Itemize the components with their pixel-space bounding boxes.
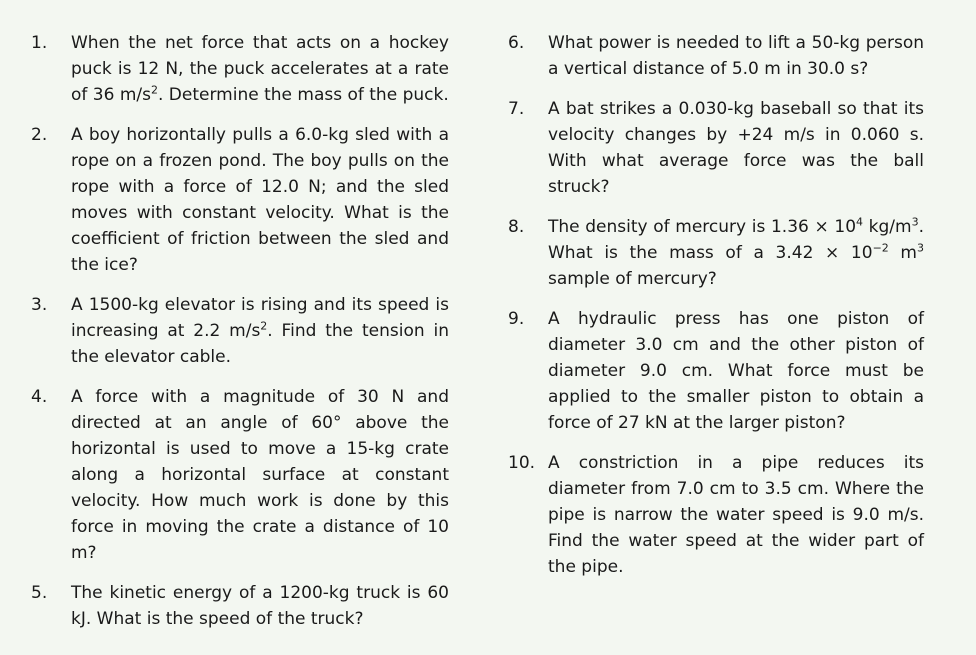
question-6 (508, 30, 924, 82)
question-text: A 1500-kg elevator is rising and its speed is increasing at 2.2 $m/s^2$. Find the tension in the elevator cable. (71, 295, 449, 367)
question-9 (508, 306, 924, 436)
question-number: 5. (31, 583, 48, 603)
question-2 (31, 122, 449, 278)
question-7 (508, 96, 924, 200)
question-1 (31, 30, 449, 108)
question-text: A force with a magnitude of 30 N and directed at an angle of 60° above the horizontal is used to move a 15-kg crate along a horizontal surface at constant velocity. How much work is done by this force in moving the crate a distance of 10 m? (71, 387, 449, 563)
question-text: When the net force that acts on a hockey puck is 12 N, the puck accelerates at a rate of 36 $m/s^2$. Determine the mass of the puck. (71, 33, 449, 105)
question-number: 10. (508, 453, 536, 473)
question-text: The density of mercury is $1.36 \times 10^4$ $kg/m^3$. What is the mass of a $3.42 \times 10^{-2}$ $m^3$ sample of mercury? (548, 215, 924, 289)
question-number: 7. (508, 99, 525, 119)
question-number: 6. (508, 33, 525, 53)
question-10 (508, 450, 924, 580)
question-text: A bat strikes a 0.030-kg baseball so that its velocity changes by +24 m/s in 0.060 s. With what average force was the ball struck? (548, 99, 924, 197)
question-8 (508, 214, 924, 292)
question-5 (31, 580, 449, 632)
question-text: A hydraulic press has one piston of diameter 3.0 cm and the other piston of diameter 9.0 cm. What force must be applied to the smaller piston to obtain a force of 27 kN at the larger piston? (548, 309, 924, 433)
question-number: 9. (508, 309, 525, 329)
question-number: 4. (31, 387, 48, 407)
question-text: What power is needed to lift a 50-kg person a vertical distance of 5.0 m in 30.0 s? (548, 33, 924, 79)
question-4 (31, 384, 449, 566)
question-text: The kinetic energy of a 1200-kg truck is 60 kJ. What is the speed of the truck? (71, 583, 449, 629)
left-column (31, 30, 449, 632)
question-text: A boy horizontally pulls a 6.0-kg sled with a rope on a frozen pond. The boy pulls on the rope with a force of 12.0 N; and the sled moves with constant velocity. What is the coefficient of friction between the sled and the ice? (71, 125, 449, 275)
right-column (508, 30, 924, 580)
question-number: 2. (31, 125, 48, 145)
question-number: 1. (31, 33, 48, 53)
question-text: A constriction in a pipe reduces its diameter from 7.0 cm to 3.5 cm. Where the pipe is narrow the water speed is 9.0 m/s. Find the water speed at the wider part of the pipe. (548, 453, 924, 577)
question-number: 3. (31, 295, 48, 315)
question-number: 8. (508, 217, 525, 237)
question-3 (31, 292, 449, 370)
